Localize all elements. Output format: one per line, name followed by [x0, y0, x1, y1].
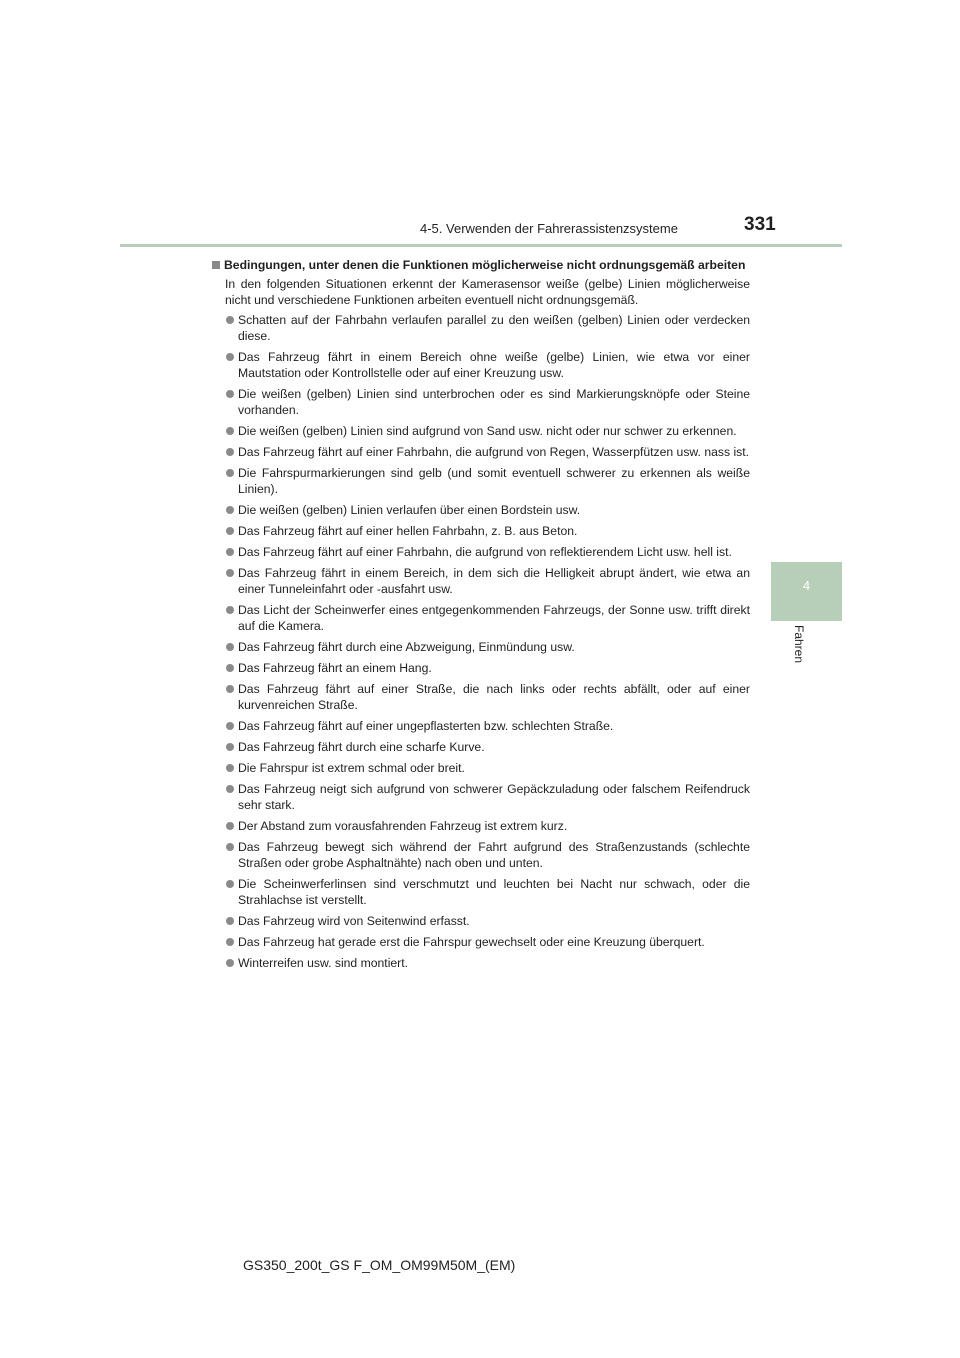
bullet-dot-icon: [226, 785, 234, 793]
section-intro: In den folgenden Situationen erkennt der Kamerasensor weiße (gelbe) Linien möglicherweise nicht und verschiedene Funktionen arbeiten eventuell nicht ordnungsgemäß.: [225, 277, 750, 307]
bullet-dot-icon: [226, 316, 234, 324]
list-item: [212, 913, 750, 929]
list-item: [212, 565, 750, 597]
list-item-text: Die Fahrspur ist extrem schmal oder breit.: [238, 761, 465, 775]
list-item: [212, 760, 750, 776]
page-number: 331: [744, 214, 776, 235]
bullet-dot-icon: [226, 643, 234, 651]
bullet-dot-icon: [226, 506, 234, 514]
list-item-text: Das Fahrzeug bewegt sich während der Fahrt aufgrund des Straßenzustands (schlechte Straßen oder grobe Asphaltnähte) nach oben und unten.: [238, 840, 750, 870]
list-item-text: Das Fahrzeug fährt in einem Bereich, in dem sich die Helligkeit abrupt ändert, wie etwa an einer Tunneleinfahrt oder -ausfahrt usw.: [238, 566, 750, 596]
list-item: [212, 781, 750, 813]
list-item: [212, 934, 750, 950]
list-item: [212, 465, 750, 497]
list-item: [212, 386, 750, 418]
bullet-dot-icon: [226, 843, 234, 851]
list-item-text: Die Scheinwerferlinsen sind verschmutzt und leuchten bei Nacht nur schwach, oder die Strahlachse ist verstellt.: [238, 877, 750, 907]
bullet-dot-icon: [226, 685, 234, 693]
square-marker-icon: [212, 261, 220, 269]
list-item-text: Das Fahrzeug fährt auf einer ungepflasterten bzw. schlechten Straße.: [238, 719, 614, 733]
section-heading-text: Bedingungen, unter denen die Funktionen möglicherweise nicht ordnungsgemäß arbeiten: [224, 258, 746, 272]
list-item-text: Das Fahrzeug fährt auf einer Fahrbahn, die aufgrund von Regen, Wasserpfützen usw. nass ist.: [238, 445, 750, 459]
list-item: [212, 660, 750, 676]
header-rule: [120, 244, 842, 247]
list-item-text: Das Licht der Scheinwerfer eines entgegenkommenden Fahrzeugs, der Sonne usw. trifft direkt auf die Kamera.: [238, 603, 750, 633]
list-item-text: Die weißen (gelben) Linien verlaufen über einen Bordstein usw.: [238, 503, 581, 517]
list-item-text: Das Fahrzeug fährt auf einer Straße, die nach links oder rechts abfällt, oder auf einer kurvenreichen Straße.: [238, 682, 750, 712]
list-item: [212, 502, 750, 518]
list-item-text: Das Fahrzeug fährt in einem Bereich ohne weiße (gelbe) Linien, wie etwa vor einer Mautstation oder Kontrollstelle oder auf einer Kreuzung usw.: [238, 350, 750, 380]
list-item: [212, 312, 750, 344]
list-item: [212, 423, 750, 439]
list-item: [212, 818, 750, 834]
bullet-dot-icon: [226, 764, 234, 772]
chapter-tab: [771, 562, 842, 621]
header-title: 4-5. Verwenden der Fahrerassistenzsysteme: [420, 221, 678, 236]
list-item-text: Das Fahrzeug fährt durch eine scharfe Kurve.: [238, 740, 485, 754]
list-item: [212, 739, 750, 755]
list-item: [212, 444, 750, 460]
list-item: [212, 839, 750, 871]
bullet-dot-icon: [226, 527, 234, 535]
list-item-text: Winterreifen usw. sind montiert.: [238, 956, 409, 970]
bullet-dot-icon: [226, 606, 234, 614]
bullet-dot-icon: [226, 469, 234, 477]
bullet-dot-icon: [226, 390, 234, 398]
list-item-text: Die weißen (gelben) Linien sind aufgrund von Sand usw. nicht oder nur schwer zu erkennen.: [238, 424, 737, 438]
bullet-dot-icon: [226, 427, 234, 435]
bullet-dot-icon: [226, 959, 234, 967]
list-item-text: Der Abstand zum vorausfahrenden Fahrzeug ist extrem kurz.: [238, 819, 568, 833]
list-item: [212, 602, 750, 634]
list-item-text: Das Fahrzeug fährt an einem Hang.: [238, 661, 432, 675]
list-item-text: Das Fahrzeug hat gerade erst die Fahrspur gewechselt oder eine Kreuzung überquert.: [238, 935, 705, 949]
list-item: [212, 523, 750, 539]
list-item-text: Das Fahrzeug neigt sich aufgrund von schwerer Gepäckzuladung oder falschem Reifendruck sehr stark.: [238, 782, 750, 812]
list-item: [212, 876, 750, 908]
bullet-dot-icon: [226, 353, 234, 361]
bullet-dot-icon: [226, 880, 234, 888]
list-item-text: Das Fahrzeug fährt durch eine Abzweigung, Einmündung usw.: [238, 640, 575, 654]
list-item: [212, 681, 750, 713]
list-item: [212, 544, 750, 560]
bullet-dot-icon: [226, 743, 234, 751]
list-item: [212, 718, 750, 734]
list-item-text: Schatten auf der Fahrbahn verlaufen parallel zu den weißen (gelben) Linien oder verdecken diese.: [238, 313, 750, 343]
list-item-text: Das Fahrzeug fährt auf einer Fahrbahn, die aufgrund von reflektierendem Licht usw. hell ist.: [238, 545, 732, 559]
chapter-label: Fahren: [792, 625, 806, 664]
bullet-dot-icon: [226, 448, 234, 456]
list-item-text: Das Fahrzeug wird von Seitenwind erfasst.: [238, 914, 470, 928]
bullet-dot-icon: [226, 664, 234, 672]
main-content: [212, 257, 750, 976]
bullet-dot-icon: [226, 822, 234, 830]
chapter-tab-number: 4: [802, 578, 811, 593]
list-item: [212, 955, 750, 971]
list-item: [212, 349, 750, 381]
section-heading: [212, 257, 750, 273]
bullet-dot-icon: [226, 722, 234, 730]
bullet-dot-icon: [226, 917, 234, 925]
bullet-dot-icon: [226, 548, 234, 556]
list-item: [212, 639, 750, 655]
footer-doc-code: GS350_200t_GS F_OM_OM99M50M_(EM): [243, 1257, 516, 1273]
list-item-text: Das Fahrzeug fährt auf einer hellen Fahrbahn, z. B. aus Beton.: [238, 524, 578, 538]
condition-list: [212, 312, 750, 971]
list-item-text: Die Fahrspurmarkierungen sind gelb (und somit eventuell schwerer zu erkennen als weiße Linien).: [238, 466, 750, 496]
bullet-dot-icon: [226, 569, 234, 577]
list-item-text: Die weißen (gelben) Linien sind unterbrochen oder es sind Markierungsknöpfe oder Steine vorhanden.: [238, 387, 750, 417]
bullet-dot-icon: [226, 938, 234, 946]
